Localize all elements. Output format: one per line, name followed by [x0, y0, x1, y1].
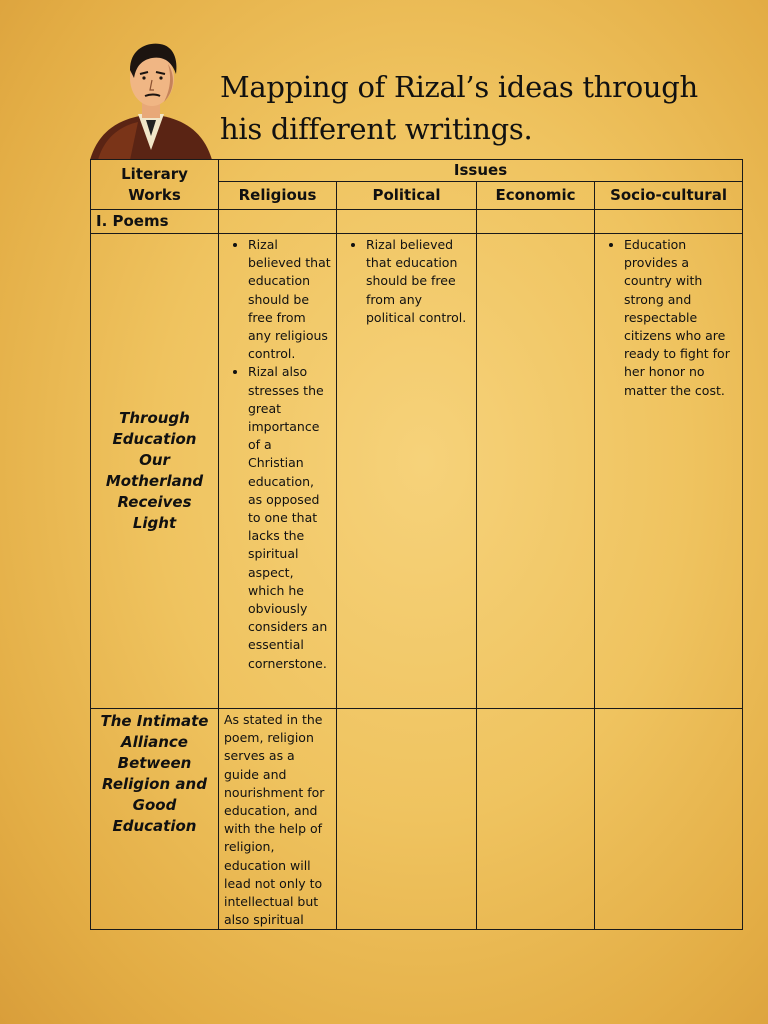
religious-cell [219, 234, 337, 709]
list-item: • Rizal believed that education should be free from any political control. [366, 236, 471, 327]
empty-cell [219, 210, 337, 234]
political-cell [337, 234, 477, 709]
list-item: • Rizal believed that education should be free from any religious control. [248, 236, 331, 363]
religious-cell: As stated in the poem, religion serves as a guide and nourishment for education, and with the help of religion, education will lead not only to intellectual but also spiritual [219, 709, 337, 930]
column-header-socio-cultural: Socio-cultural [595, 182, 743, 210]
column-header-religious: Religious [219, 182, 337, 210]
literary-works-header: Literary Works [91, 160, 219, 210]
ideas-mapping-table [90, 159, 743, 930]
empty-cell [337, 210, 477, 234]
title-line-2: his different writings. [220, 112, 533, 146]
title-line-1: Mapping of Rizal’s ideas through [220, 70, 698, 104]
table-row [91, 709, 743, 930]
empty-cell [477, 210, 595, 234]
work-title-education-motherland: Through Education Our Motherland Receives Light [91, 234, 219, 709]
list-item: • Education provides a country with strong and respectable citizens who are ready to fight for her honor no matter the cost. [624, 236, 737, 400]
rizal-portrait-illustration [90, 40, 212, 160]
table-row [91, 234, 743, 709]
economic-cell [477, 709, 595, 930]
political-cell [337, 709, 477, 930]
section-heading-poems: I. Poems [91, 210, 219, 234]
socio-cultural-cell [595, 234, 743, 709]
column-header-economic: Economic [477, 182, 595, 210]
issues-header: Issues [219, 160, 743, 182]
page-title [220, 66, 740, 150]
economic-cell [477, 234, 595, 709]
list-item: • Rizal also stresses the great importance of a Christian education, as opposed to one that lacks the spiritual aspect, which he obviously considers an essential cornerstone. [248, 363, 331, 672]
socio-cultural-cell [595, 709, 743, 930]
column-header-political: Political [337, 182, 477, 210]
empty-cell [595, 210, 743, 234]
work-title-intimate-alliance: The Intimate Alliance Between Religion and Good Education [91, 709, 219, 930]
